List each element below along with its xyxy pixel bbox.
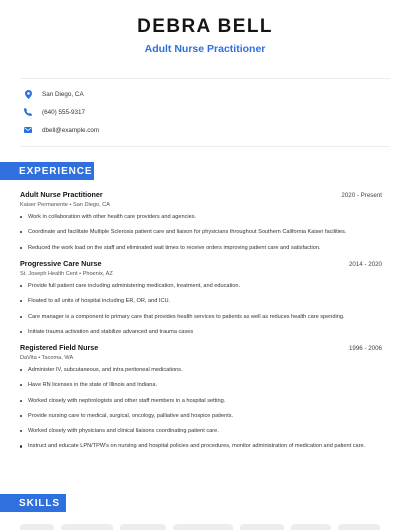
job-bullets [20, 366, 382, 450]
job-location: Phoenix, AZ [82, 271, 113, 277]
experience-heading: EXPERIENCE [0, 162, 94, 180]
list-item: Worked closely with nephrologists and other staff members in a hospital setting. [20, 397, 382, 405]
job-location: San Diego, CA [72, 202, 110, 208]
skill-chip [173, 524, 233, 530]
job-employer: DaVita • Tacoma, WA [20, 355, 74, 361]
map-pin-icon [20, 90, 36, 99]
list-item: Floated to all units of hospital including ER, OR, and ICU. [20, 297, 382, 305]
phone-icon [20, 108, 36, 116]
job-location: Tacoma, WA [41, 355, 74, 361]
skills-list [20, 524, 390, 530]
candidate-name: DEBRA BELL [137, 16, 273, 37]
list-item: Administer IV, subcutaneous, and intra peritoneal medications. [20, 366, 382, 374]
skill-chip [20, 524, 54, 530]
list-item: Instruct and educate LPN/TPW's on nursing and hospital policies and procedures, monitor administration of medication and patient care. [20, 442, 382, 450]
list-item: Have RN licenses in the state of Illinois and Indiana. [20, 381, 382, 389]
job-entry [20, 190, 382, 259]
job-company: DaVita [20, 355, 37, 361]
list-item: Worked closely with physicians and clinical liaisons coordinating patient care. [20, 427, 382, 435]
job-dates: 1996 - 2006 [348, 345, 382, 352]
location-text: San Diego, CA [42, 90, 84, 98]
job-title: Adult Nurse Practitioner [20, 190, 103, 199]
candidate-role: Adult Nurse Practitioner [144, 43, 266, 55]
contact-email[interactable] [20, 121, 390, 139]
phone-text: (640) 555-9317 [42, 108, 86, 116]
list-item: Reduced the work load on the staff and eliminated wait times to receive orders improving patient care and satisfaction. [20, 244, 382, 252]
job-bullets [20, 213, 382, 252]
resume-header [0, 16, 410, 55]
list-item: Provide full patient care including administering medication, treatment, and education. [20, 282, 382, 290]
job-bullets [20, 282, 382, 336]
job-employer: St. Joseph Health Cent • Phoenix, AZ [20, 271, 113, 277]
envelope-icon [20, 127, 36, 133]
skill-chip [120, 524, 166, 530]
job-dates: 2020 - Present [341, 192, 382, 199]
skill-chip [291, 524, 331, 530]
skill-chip [61, 524, 113, 530]
email-text[interactable]: dbell@example.com [42, 126, 100, 134]
job-employer: Kaiser Permanente • San Diego, CA [20, 202, 110, 208]
list-item: Provide nursing care to medical, surgical, oncology, palliative and hospice patients. [20, 412, 382, 420]
job-entry [20, 343, 382, 458]
list-item: Initiate trauma activation and stabilize advanced and trauma cases [20, 328, 382, 336]
job-company: St. Joseph Health Cent [20, 271, 78, 277]
job-title: Progressive Care Nurse [20, 259, 102, 268]
contact-phone [20, 103, 390, 121]
contact-block [20, 78, 390, 147]
skill-chip [240, 524, 284, 530]
job-entry [20, 259, 382, 343]
job-company: Kaiser Permanente [20, 202, 68, 208]
list-item: Coordinate and facilitate Multiple Sclerosis patient care and liaison for physicians throughout Southern California Kaiser facilities. [20, 228, 382, 236]
skill-chip [338, 524, 380, 530]
skills-heading: SKILLS [0, 494, 66, 512]
job-dates: 2014 - 2020 [348, 261, 382, 268]
job-title: Registered Field Nurse [20, 343, 99, 352]
list-item: Work in collaboration with other health care providers and agencies. [20, 213, 382, 221]
list-item: Care manager is a component to primary care that provides health services to patients as well as reduces health care spending. [20, 313, 382, 321]
contact-location [20, 85, 390, 103]
